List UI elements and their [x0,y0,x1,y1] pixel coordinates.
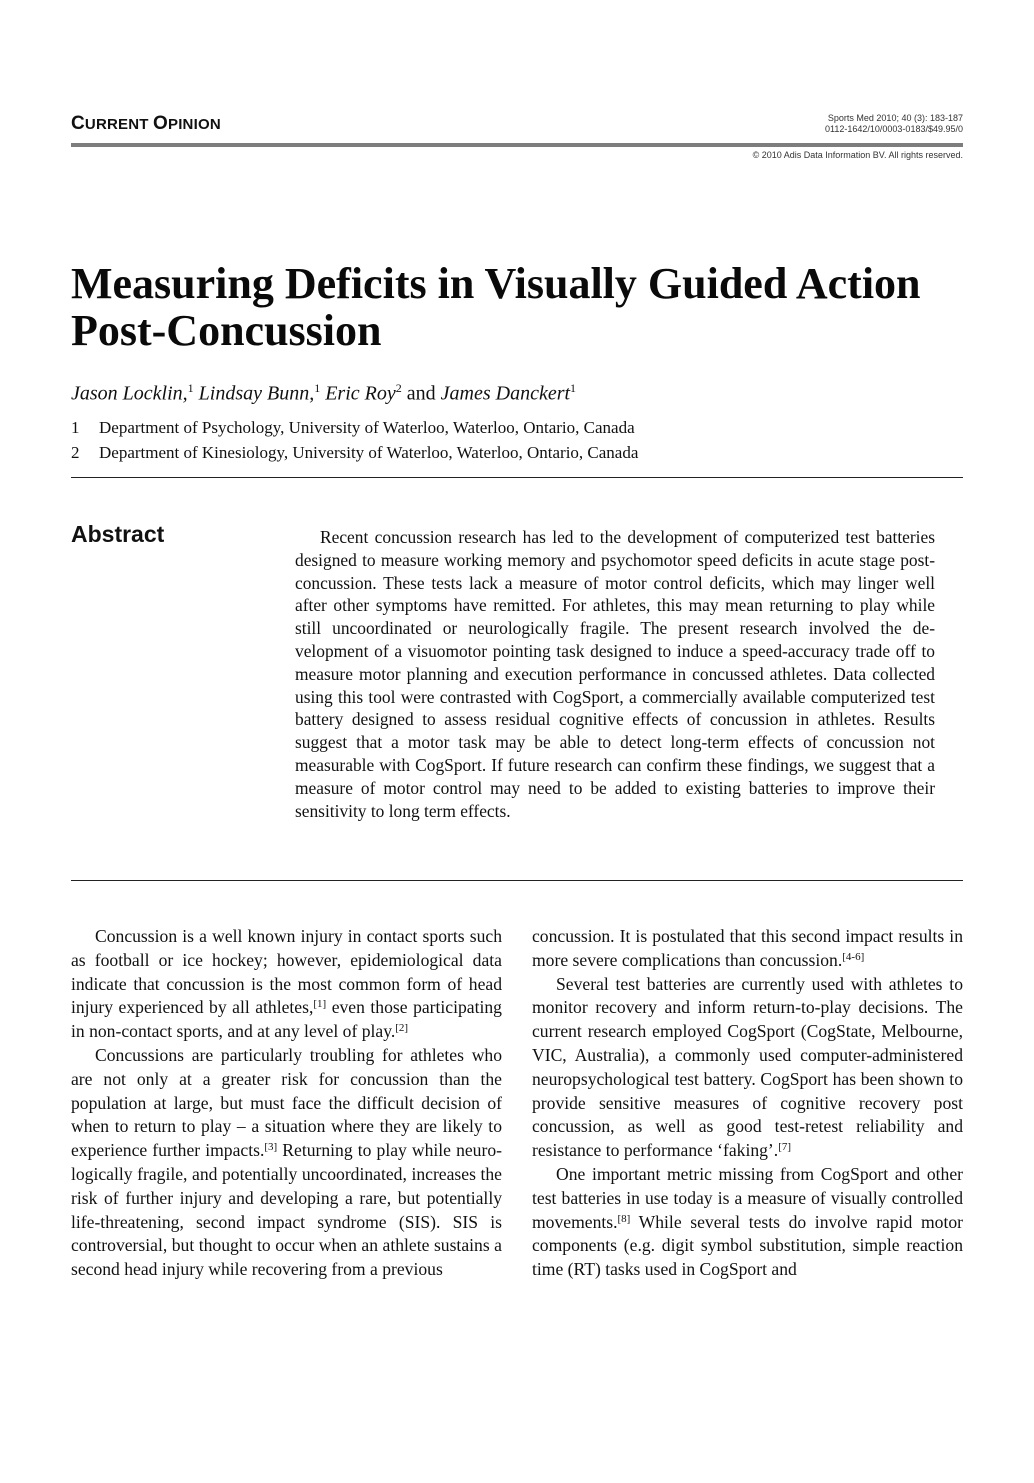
author-affil-marker: 1 [187,381,194,395]
body-paragraph: Several test batteries are currently used with athletes to monitor recovery and inform return-to-play decisions. The current research employed CogSport (CogState, Melbourne, VIC, Australia), a commonly used computer-administered neuropsychological test battery. CogSport has been shown to provide sensitive measures of cognitive recovery post concussion, as well as good test-retest reliability and resistance to performance ‘faking’.[7] [532,973,963,1161]
affiliation-number: 2 [71,443,80,462]
abstract-text: Recent concussion research has led to the development of computerized test batteries designed to measure working memory and psychomotor speed deficits in acute stage post-concussion. These tests lack a measure of motor control deficits, which may linger well after other symptoms have remitted. For athletes, this may mean returning to play while still uncoordinated or neurologically fragile. The present research involved the development of a visuomotor pointing task designed to induce a speed-accuracy trade off to measure motor planning and execution performance in concussed athletes. Data collected using this tool were contrasted with CogSport, a commercially available computerized test battery designed to assess residual cognitive effects of concussion in athletes. Results suggest that a motor task may be able to detect long-term effects of concussion not measurable with CogSport. If future research can confirm these findings, we suggest that a measure of motor control may need to be added to existing batteries to improve their sensitivity to long term effects. [295,527,935,821]
author-name: Jason Locklin, [71,382,188,405]
journal-citation: Sports Med 2010; 40 (3): 183-187 [827,113,963,123]
body-paragraph: Concussions are particularly troubling for athletes who are not only at a greater risk for concussion than the population at large, but must face the difficult decision of when to return to play – a situation where they are likely to experience further impacts.[3] Returning to play while neurologically fragile, and potentially uncoordinated, increases the risk of further injury and developing a rare, but potentially life-threatening, second impact syndrome (SIS). SIS is controversial, but thought to occur when an athlete sustains a second head injury while recovering from a previous [71,1044,502,1280]
body-column-right [532,925,963,1282]
affiliation-text: Department of Kinesiology, University of Waterloo, Waterloo, Ontario, Canada [99,443,639,462]
body-column-left [71,925,502,1282]
body-paragraph: concussion. It is postulated that this second impact results in more severe complications than concussion.[4-6] [532,926,963,970]
citation-ref: [7] [778,1141,792,1154]
title-divider [71,477,963,478]
citation-ref: [4-6] [842,950,865,963]
copyright-notice: © 2010 Adis Data Information BV. All rights reserved. [752,150,963,160]
section-label: CURRENT OPINION [71,113,221,134]
abstract-heading: Abstract [71,521,165,547]
body-paragraph: Concussion is a well known injury in contact sports such as football or ice hockey; however, epidemiological data indicate that concussion is the most common form of head injury experienced by all athletes,[1] even those participating in non-contact sports, and at any level of play.[2] [71,926,502,1042]
author-name: James Danckert [440,382,571,405]
affiliation-text: Department of Psychology, University of Waterloo, Waterloo, Ontario, Canada [99,418,635,437]
author-name: Eric Roy [325,382,396,405]
author-list [71,376,576,406]
abstract-divider [71,880,963,881]
author-affil-marker: 1 [314,381,321,395]
affiliation [71,442,638,464]
citation-ref: [1] [313,998,327,1011]
article-title: Measuring Deficits in Visually Guided Action Post-Concussion [71,259,921,355]
citation-ref: [8] [617,1212,631,1225]
author-affil-marker: 2 [395,381,402,395]
journal-meta [825,113,963,135]
author-name: Lindsay Bunn, [198,382,315,405]
author-affil-marker: 1 [570,381,577,395]
citation-ref: [3] [264,1141,278,1154]
journal-issn: 0112-1642/10/0003-0183/$49.95/0 [825,124,963,134]
affiliation-number: 1 [71,418,80,437]
header-rule [71,143,963,147]
body-paragraph: One important metric missing from CogSport and other test batteries in use today is a measure of visually controlled movements.[8] While several tests do involve rapid motor components (e.g. digit symbol substitution, simple reaction time (RT) tasks used in CogSport and [532,1163,963,1280]
citation-ref: [2] [395,1022,409,1035]
author-conjunction: and [406,382,436,405]
affiliation [71,417,635,439]
